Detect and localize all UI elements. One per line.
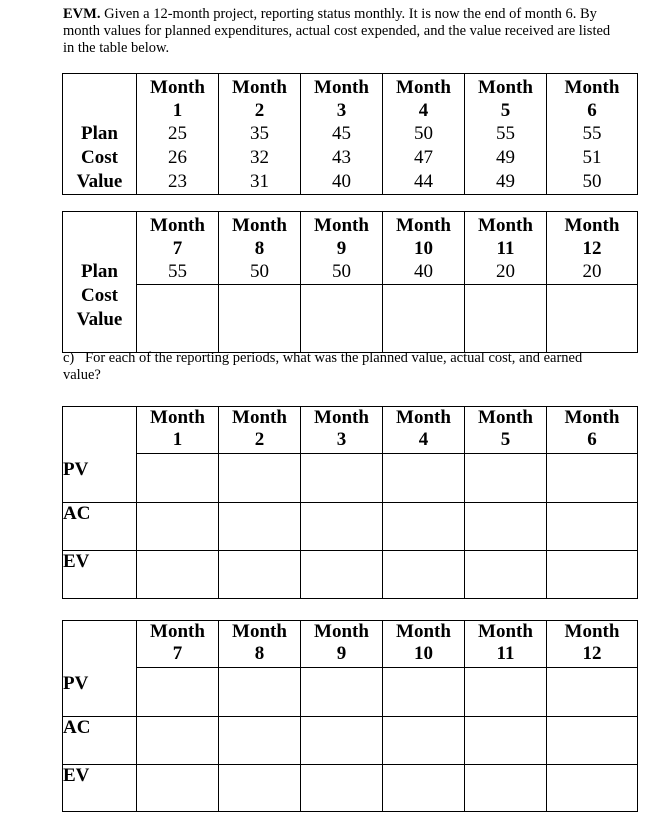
month-column-header	[465, 212, 547, 285]
month-header-word: Month	[396, 407, 451, 428]
month-header	[383, 407, 465, 454]
answer-cell[interactable]	[383, 454, 465, 503]
month-header-word: Month	[314, 215, 369, 236]
month-header-word: Month	[232, 77, 287, 98]
row-label-plan: Plan	[81, 123, 118, 144]
question-c	[63, 350, 623, 384]
answer-label-ac: AC	[63, 717, 137, 765]
answer-cell[interactable]	[301, 503, 383, 551]
answer-cell[interactable]	[465, 717, 547, 765]
cost-value: 51	[582, 147, 602, 168]
cost-value: 47	[414, 147, 433, 168]
month-column-header	[547, 212, 638, 285]
answer-label-pv: PV	[63, 407, 137, 503]
plan-value: 50	[250, 261, 269, 282]
month-header-word: Month	[314, 407, 369, 428]
month-header-word: Month	[564, 407, 620, 428]
plan-value: 55	[168, 261, 187, 282]
answer-cell[interactable]	[383, 668, 465, 717]
month-header-word: Month	[396, 77, 451, 98]
month-number: 12	[582, 238, 602, 259]
intro-text: Given a 12-month project, reporting status monthly. It is now the end of month 6. By month values for planned expenditures, actual cost expended, and the value received are listed in the table below.	[63, 6, 611, 56]
month-header-word: Month	[396, 621, 451, 642]
month-header-word: Month	[478, 215, 533, 236]
answer-table-months-7-12	[62, 620, 638, 812]
value-value: 40	[332, 171, 351, 192]
month-header-word: Month	[396, 215, 451, 236]
empty-cell	[383, 285, 465, 353]
value-value: 49	[496, 171, 515, 192]
answer-cell[interactable]	[137, 454, 219, 503]
plan-value: 45	[332, 123, 351, 144]
answer-cell[interactable]	[547, 717, 638, 765]
month-number: 11	[496, 643, 515, 664]
row-label-cost: Cost	[81, 147, 118, 168]
month-header-word: Month	[478, 407, 533, 428]
month-number: 2	[254, 429, 265, 450]
row-label-value: Value	[76, 171, 123, 192]
month-number: 10	[414, 643, 433, 664]
month-column	[547, 74, 638, 195]
plan-value: 55	[582, 123, 602, 144]
answer-cell[interactable]	[547, 668, 638, 717]
month-header-word: Month	[314, 621, 369, 642]
month-header	[219, 621, 301, 668]
plan-value: 40	[414, 261, 433, 282]
data-table-months-7-12	[62, 211, 638, 353]
answer-cell[interactable]	[465, 503, 547, 551]
month-header-word: Month	[150, 621, 205, 642]
answer-cell[interactable]	[137, 765, 219, 812]
plan-value: 35	[250, 123, 269, 144]
answer-cell[interactable]	[219, 765, 301, 812]
cost-value: 32	[250, 147, 269, 168]
answer-cell[interactable]	[465, 454, 547, 503]
month-number: 4	[418, 100, 429, 121]
answer-cell[interactable]	[301, 765, 383, 812]
month-number: 8	[254, 238, 265, 259]
row-labels-cell	[63, 74, 137, 195]
answer-cell[interactable]	[547, 551, 638, 599]
intro-paragraph	[63, 6, 623, 57]
month-header	[465, 407, 547, 454]
month-number: 6	[587, 100, 597, 121]
answer-cell[interactable]	[219, 454, 301, 503]
answer-cell[interactable]	[547, 765, 638, 812]
month-number: 2	[254, 100, 265, 121]
answer-cell[interactable]	[219, 717, 301, 765]
answer-cell[interactable]	[465, 765, 547, 812]
month-number: 1	[172, 429, 183, 450]
month-header	[547, 621, 638, 668]
month-header-word: Month	[150, 215, 205, 236]
month-header-word: Month	[564, 215, 620, 236]
empty-cell	[137, 285, 219, 353]
answer-cell[interactable]	[137, 503, 219, 551]
empty-cell	[547, 285, 638, 353]
row-label-plan: Plan	[81, 261, 118, 282]
month-number: 3	[336, 100, 347, 121]
month-header	[547, 407, 638, 454]
answer-cell[interactable]	[219, 668, 301, 717]
value-value: 31	[250, 171, 269, 192]
month-header-word: Month	[478, 621, 533, 642]
month-header-word: Month	[150, 77, 205, 98]
month-number: 11	[496, 238, 515, 259]
answer-cell[interactable]	[547, 503, 638, 551]
answer-cell[interactable]	[301, 454, 383, 503]
month-number: 12	[582, 643, 602, 664]
cost-value: 43	[332, 147, 351, 168]
value-value: 50	[582, 171, 602, 192]
month-number: 5	[500, 429, 511, 450]
month-column-header	[301, 212, 383, 285]
month-header	[301, 407, 383, 454]
month-number: 1	[172, 100, 183, 121]
answer-cell[interactable]	[137, 717, 219, 765]
month-header-word: Month	[232, 407, 287, 428]
month-column-header	[219, 212, 301, 285]
row-label-value: Value	[76, 309, 123, 330]
month-number: 8	[254, 643, 265, 664]
month-header-word: Month	[232, 621, 287, 642]
month-column	[383, 74, 465, 195]
month-header	[301, 621, 383, 668]
month-header-word: Month	[150, 407, 205, 428]
plan-value: 50	[332, 261, 351, 282]
answer-cell[interactable]	[465, 551, 547, 599]
question-marker: c)	[63, 350, 75, 366]
month-header	[219, 407, 301, 454]
plan-value: 20	[496, 261, 515, 282]
answer-cell[interactable]	[219, 551, 301, 599]
month-column	[219, 74, 301, 195]
month-number: 9	[336, 643, 347, 664]
month-header	[383, 621, 465, 668]
month-number: 7	[172, 238, 183, 259]
month-header-word: Month	[478, 77, 533, 98]
month-column	[137, 74, 219, 195]
answer-cell[interactable]	[547, 454, 638, 503]
answer-cell[interactable]	[383, 551, 465, 599]
empty-cell	[219, 285, 301, 353]
empty-cell	[301, 285, 383, 353]
row-labels-cell	[63, 212, 137, 353]
answer-label-ev: EV	[63, 765, 137, 812]
answer-cell[interactable]	[301, 668, 383, 717]
answer-cell[interactable]	[383, 503, 465, 551]
answer-cell[interactable]	[301, 551, 383, 599]
month-number: 3	[336, 429, 347, 450]
month-number: 7	[172, 643, 183, 664]
month-header	[465, 621, 547, 668]
row-label-cost: Cost	[81, 285, 118, 306]
month-header-word: Month	[314, 77, 369, 98]
month-header	[137, 407, 219, 454]
answer-cell[interactable]	[465, 668, 547, 717]
answer-cell[interactable]	[301, 717, 383, 765]
plan-value: 20	[582, 261, 602, 282]
plan-value: 25	[168, 123, 187, 144]
answer-label-ac: AC	[63, 503, 137, 551]
month-number: 9	[336, 238, 347, 259]
value-value: 23	[168, 171, 187, 192]
answer-cell[interactable]	[137, 551, 219, 599]
month-number: 10	[414, 238, 433, 259]
month-header	[137, 621, 219, 668]
month-column	[301, 74, 383, 195]
month-header-word: Month	[564, 621, 620, 642]
value-value: 44	[414, 171, 433, 192]
month-number: 5	[500, 100, 511, 121]
cost-value: 26	[168, 147, 187, 168]
data-table-months-1-6	[62, 73, 638, 195]
question-text: For each of the reporting periods, what was the planned value, actual cost, and earned value?	[63, 350, 583, 383]
answer-table-months-1-6	[62, 406, 638, 599]
month-number: 4	[418, 429, 429, 450]
plan-value: 55	[496, 123, 515, 144]
month-column-header	[137, 212, 219, 285]
plan-value: 50	[414, 123, 433, 144]
answer-cell[interactable]	[383, 717, 465, 765]
empty-cell	[465, 285, 547, 353]
answer-cell[interactable]	[383, 765, 465, 812]
month-header-word: Month	[564, 77, 620, 98]
answer-cell[interactable]	[137, 668, 219, 717]
answer-label-pv: PV	[63, 621, 137, 717]
month-number: 6	[587, 429, 597, 450]
intro-label: EVM.	[63, 6, 101, 22]
cost-value: 49	[496, 147, 515, 168]
month-column	[465, 74, 547, 195]
answer-label-ev: EV	[63, 551, 137, 599]
month-column-header	[383, 212, 465, 285]
answer-cell[interactable]	[219, 503, 301, 551]
month-header-word: Month	[232, 215, 287, 236]
